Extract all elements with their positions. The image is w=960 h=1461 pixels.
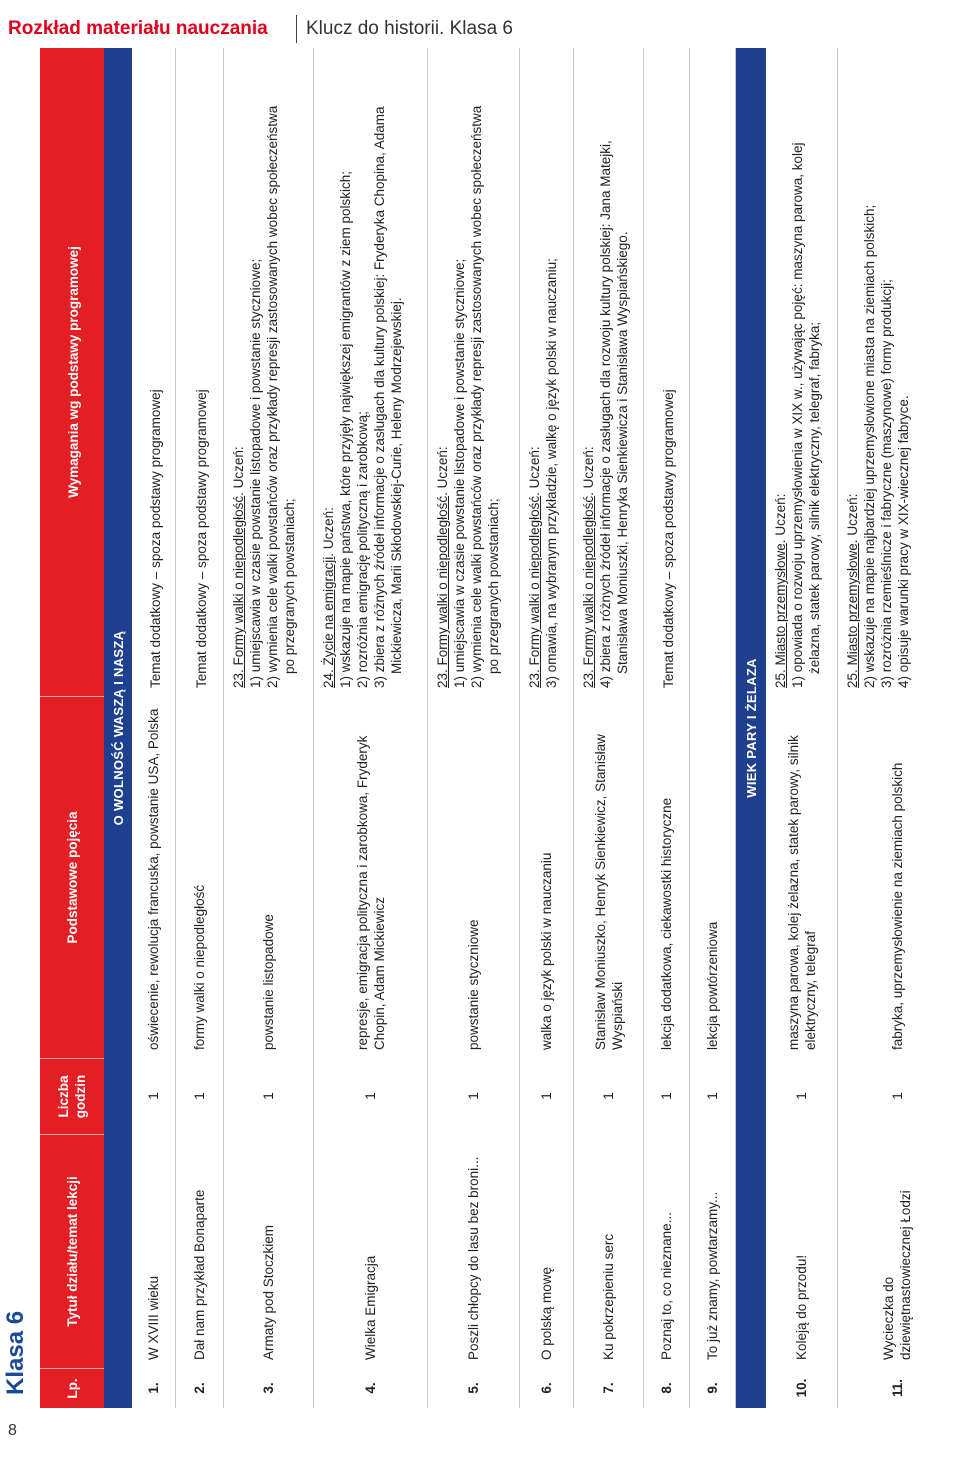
section-header [104,48,132,1408]
col-concepts-header: Podstawowe pojęcia [40,696,104,1058]
table-row: 10. Koleją do przodu! 1 maszyna parowa, kolej żelazna, statek parowy, silnik elektryczny, telegraf 25. Miasto przemysłowe. Uczeń: 1) opowiada o rozwoju uprzemysłowienia w XIX w., używając pojęć: maszyna parowa, kolej żelazna, statek parowy, silnik elektryczny, telegraf, fabryka; [766,48,838,1408]
table-row: 1. W XVIII wieku 1 oświecenie, rewolucja francuska, powstanie USA, Polska Temat dodatkowy – spoza podstawy programowej [132,48,176,1408]
section-header [736,48,766,1408]
requirement-link[interactable]: 23. Formy walki o niepodległość [581,495,596,688]
table-header [40,48,104,1408]
requirement-link[interactable]: 23. Formy walki o niepodległość [435,495,450,688]
table-row: 7. Ku pokrzepieniu serc 1 Stanisław Moniuszko, Henryk Sienkiewicz, Stanisław Wyspiański 23. Formy walki o niepodległość. Uczeń: 4) zbiera z różnych źródeł informacje o zasługach dla rozwoju kultury polskiej: Jana Matejki, Stanisława Moniuszki, Henryka Sienkiewicza i Stanisława Wyspiańskiego. [574,48,644,1408]
table-row: 3. Armaty pod Stoczkiem 1 powstanie listopadowe 23. Formy walki o niepodległość. Uczeń: 1) umiejscawia w czasie powstanie listopadowe i powstanie styczniowe; 2) wymienia cele walki powstańców oraz przykłady represji zastosowanych wobec społeczeństwa po przegranych powstaniach; [224,48,314,1408]
section-title: WIEK PARY I ŻELAZA [743,658,759,798]
table-row: 4. Wielka Emigracja 1 represje, emigracja polityczna i zarobkowa, Fryderyk Chopin, Adam Mickiewicz 24. Życie na emigracji. Uczeń: 1) wskazuje na mapie państwa, które przyjęły największej emigrantów z ziem polskich; 2) rozróżnia emigrację polityczną i zarobkową; 3) zbiera z różnych źródeł informacje o zasługach dla kultury polskiej: Fryderyka Chopina, Adama Mickiewicza, Marii Skłodowskiej-Curie, Heleny Modrzejewskiej. [314,48,428,1408]
header-divider [296,15,297,43]
col-req-header: Wymagania wg podstawy programowej [66,246,81,498]
table-row: 11. Wycieczka do dziewiętnastowiecznej Łodzi 1 fabryka, uprzemysłowienie na ziemiach polskich 25. Miasto przemysłowe. Uczeń: 2) wskazuje na mapie najbardziej uprzemysłowione miasta na ziemiach polskich; 3) rozróżnia rzemieślnicze i fabryczne (maszynowe) formy produkcji; 4) opisuje warunki pracy w XIX-wiecznej fabryce. [845,204,913,1398]
table-row: 9. To już znamy, powtarzamy... 1 lekcja powtórzeniowa [690,48,736,1408]
table-row: 2. Dał nam przykład Bonaparte 1 formy walki o niepodległość Temat dodatkowy – spoza podstawy programowej [176,48,224,1408]
requirement-link[interactable]: 24. Życie na emigracji [321,556,336,688]
col-lp-header: Lp. [40,1368,104,1408]
requirement-link[interactable]: 23. Formy walki o niepodległość [231,495,246,688]
requirement-link[interactable]: 25. Miasto przemysłowe [773,543,788,688]
col-hours-header: Liczba godzin [40,1058,104,1134]
table-row: 6. O polską mowę 1 walka o język polski w nauczaniu 23. Formy walki o niepodległość. Uczeń: 3) omawia, na wybranym przykładzie, walkę o język polski w nauczaniu; [520,48,574,1408]
curriculum-table [40,48,956,1408]
requirement-link[interactable]: 25. Miasto przemysłowe [845,543,860,688]
section-title: O WOLNOŚĆ WASZĄ I NASZĄ [110,630,126,826]
header-title: Rozkład materiału nauczania [8,18,268,39]
page-number: 8 [8,1422,17,1439]
requirement-link[interactable]: 23. Formy walki o niepodległość [527,495,542,688]
table-row: 8. Poznaj to, co nieznane... 1 lekcja dodatkowa, ciekawostki historyczne Temat dodatkowy – spoza podstawy programowej [644,48,690,1408]
table-row: 5. Poszli chłopcy do lasu bez broni... 1 powstanie styczniowe 23. Formy walki o niepodległość. Uczeń: 1) umiejscawia w czasie powstanie listopadowe i powstanie styczniowe; 2) wymienia cele walki powstańców oraz przykłady represji zastosowanych wobec społeczeństwa po przegranych powstaniach; [428,48,520,1408]
col-title-header: Tytuł działu/temat lekcji [40,1134,104,1368]
header-subtitle: Klucz do historii. Klasa 6 [306,18,513,39]
side-label: Klasa 6 [2,1310,29,1395]
